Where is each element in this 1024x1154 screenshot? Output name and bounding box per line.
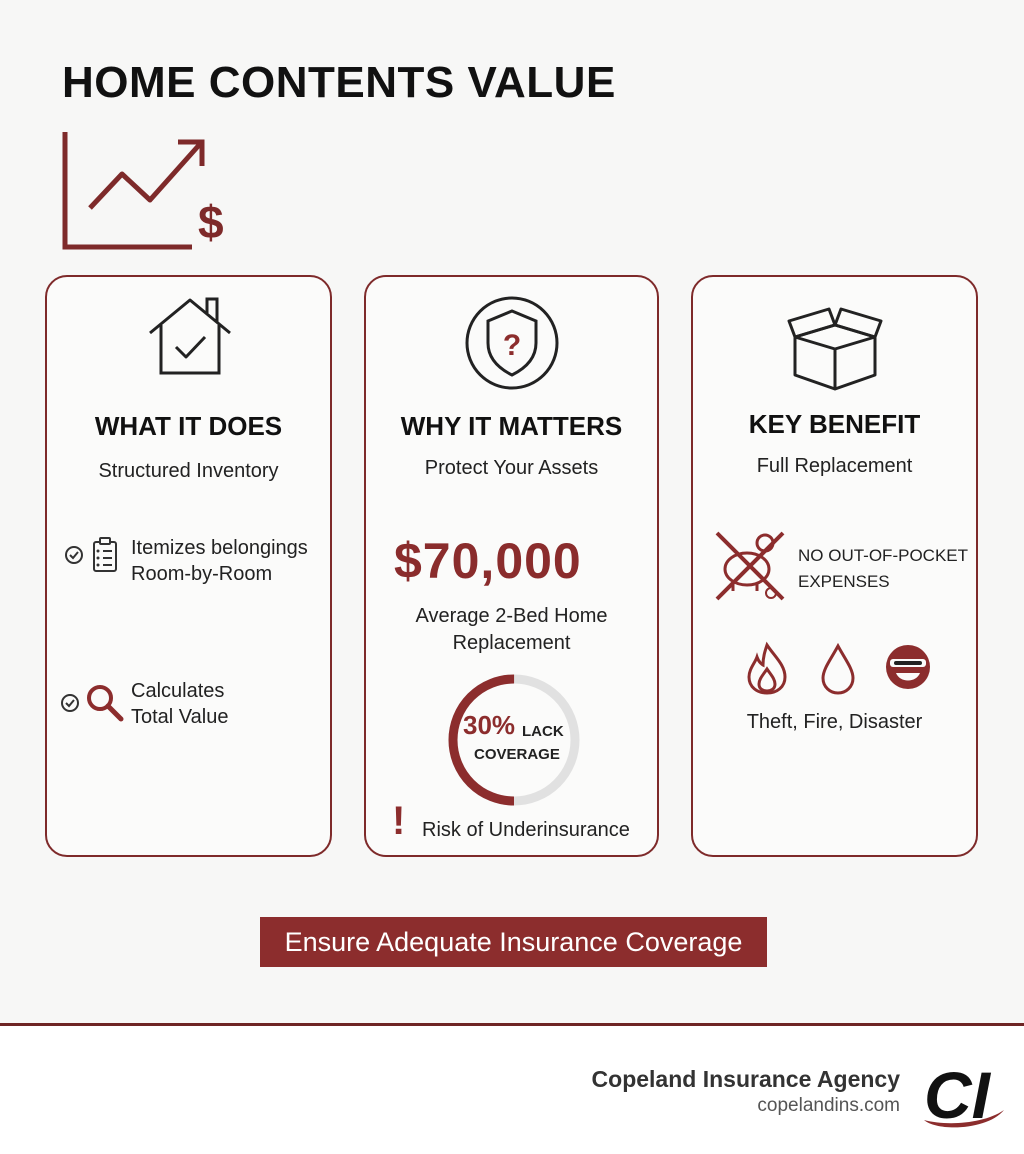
page-title: HOME CONTENTS VALUE: [62, 58, 616, 107]
perils-caption: Theft, Fire, Disaster: [746, 711, 923, 733]
open-box-icon: [787, 301, 883, 391]
agency-url[interactable]: copelandins.com: [757, 1095, 900, 1116]
card-subtitle: Protect Your Assets: [424, 457, 599, 479]
gauge-label: COVERAGE: [474, 746, 560, 763]
risk-text: Risk of Underinsurance: [422, 819, 630, 841]
item-line: Itemizes belongings: [131, 537, 308, 559]
magnifier-icon: [85, 683, 125, 723]
item-line: Calculates: [131, 680, 225, 702]
benefit-line: NO OUT-OF-POCKET: [798, 546, 968, 565]
shield-question-icon: [464, 295, 560, 391]
agency-logo: [918, 1058, 1008, 1134]
clipboard-list-icon: [92, 537, 118, 573]
card-subtitle: Structured Inventory: [98, 460, 279, 482]
agency-info: [592, 1066, 900, 1117]
item-line: Total Value: [131, 706, 229, 728]
card-what-it-does: [45, 275, 332, 857]
water-drop-icon: [819, 643, 857, 695]
no-piggy-bank-icon: [715, 531, 789, 603]
check-circle-icon: [64, 545, 84, 565]
no-expenses-text: [798, 543, 968, 595]
list-item: [131, 535, 308, 587]
exclamation-icon: !: [392, 799, 406, 843]
growth-chart-dollar-icon: [60, 130, 235, 255]
card-heading: KEY BENEFIT: [748, 409, 921, 439]
card-key-benefit: [691, 275, 978, 857]
burglar-mask-icon: [884, 643, 932, 693]
check-circle-icon: [60, 693, 80, 713]
gauge-label: LACK: [522, 723, 564, 740]
benefit-line: EXPENSES: [798, 572, 890, 591]
card-heading: WHAT IT DOES: [94, 411, 283, 441]
card-why-it-matters: [364, 275, 659, 857]
svg-text:?: ?: [502, 329, 522, 362]
agency-name: Copeland Insurance Agency: [591, 1066, 900, 1092]
caption-line: Replacement: [452, 632, 571, 654]
cta-banner: Ensure Adequate Insurance Coverage: [260, 917, 767, 967]
replacement-stat: $70,000: [394, 533, 582, 589]
card-subtitle: Full Replacement: [756, 455, 913, 477]
stat-caption: [366, 603, 657, 657]
fire-icon: [745, 643, 789, 695]
svg-text:CI: CI: [924, 1058, 990, 1132]
svg-text:$: $: [198, 196, 224, 248]
caption-line: Average 2-Bed Home: [415, 605, 608, 627]
gauge-percent: 30%: [463, 710, 516, 740]
house-check-icon: [147, 295, 233, 377]
list-item: [131, 678, 228, 730]
card-heading: WHY IT MATTERS: [400, 411, 623, 441]
item-line: Room-by-Room: [131, 563, 273, 585]
